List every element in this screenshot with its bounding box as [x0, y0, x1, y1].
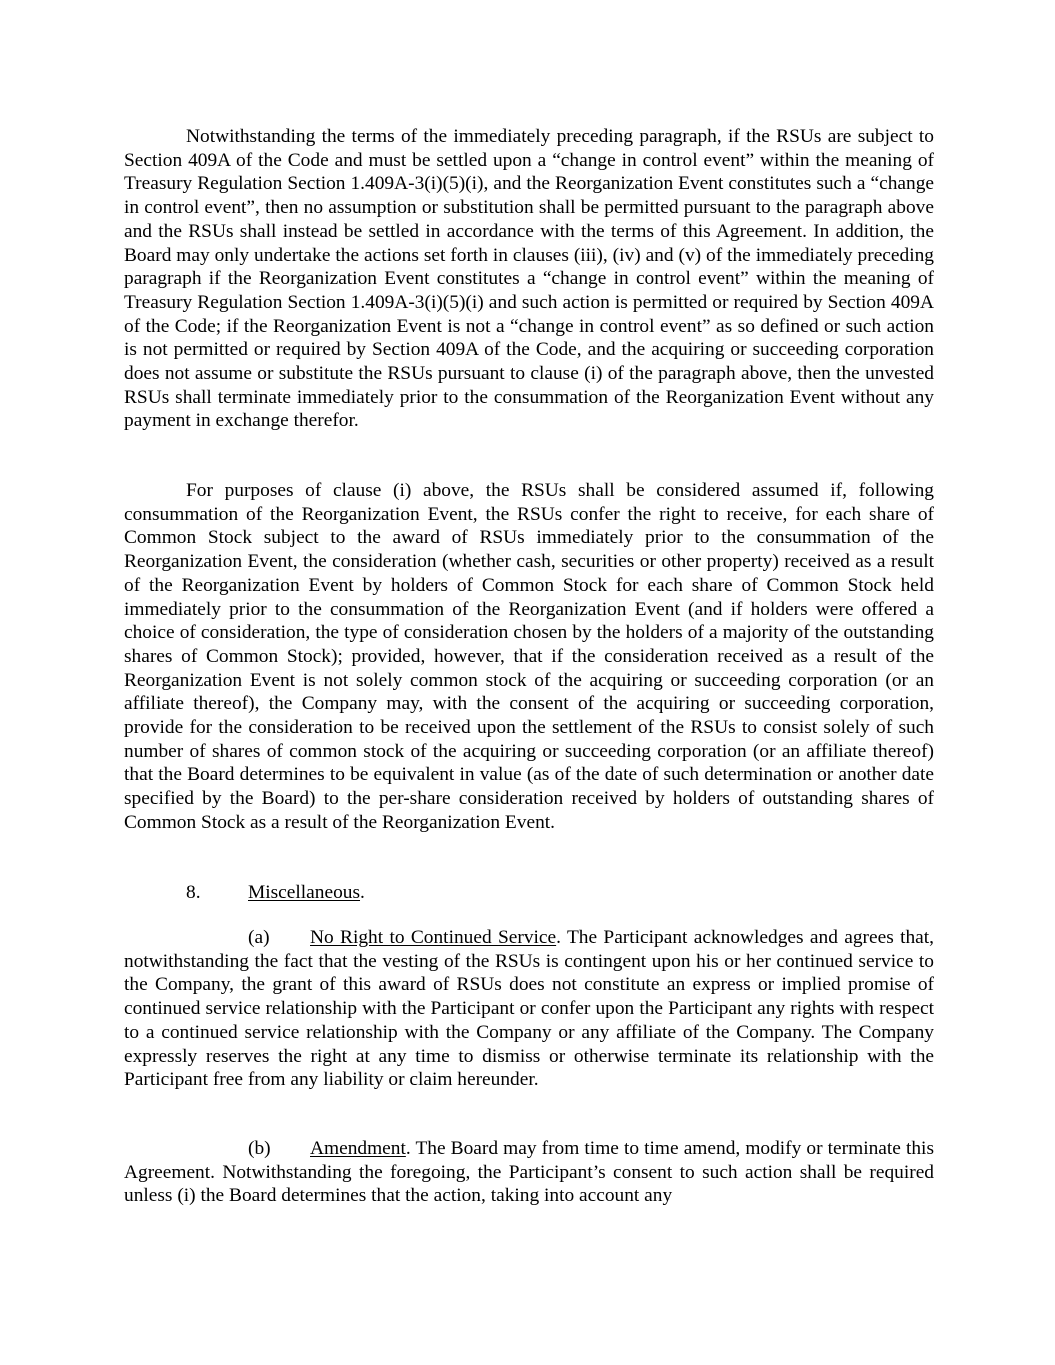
section-8-heading — [186, 881, 365, 905]
paragraph-409a-settlement — [124, 125, 934, 433]
paragraph-text: For purposes of clause (i) above, the RSUs shall be considered assumed if, following consummation of the Reorganization Event, the RSUs confer the right to receive, for each share of Common Stock subject to the award of RSUs immediately prior to the consummation of the Reorganization Event, the consideration (whether cash, securities or other property) received as a result of the Reorganization Event by holders of Common Stock for each share of Common Stock held immediately prior to the consummation of the Reorganization Event (and if holders were offered a choice of consideration, the type of consideration chosen by the holders of a majority of the outstanding shares of Common Stock); provided, however, that if the consideration received as a result of the Reorganization Event is not solely common stock of the acquiring or succeeding corporation (or an affiliate thereof), the Company may, with the consent of the acquiring or succeeding corporation, provide for the consideration to be received upon the settlement of the RSUs to consist solely of such number of shares of common stock of the acquiring or succeeding corporation (or an affiliate thereof) that the Board determines to be equivalent in value (as of the date of such determination or another date specified by the Board) to the per-share consideration received by holders of outstanding shares of Common Stock as a result of the Reorganization Event. — [124, 480, 934, 833]
clause-title: No Right to Continued Service — [310, 927, 557, 948]
paragraph-assumption-definition — [124, 479, 934, 835]
section-number: 8. — [186, 882, 201, 903]
clause-body: . The Board may from time to time amend, modify or terminate this Agreement. Notwithstanding the foregoing, the Participant’s consent to such action shall be required unless (i) the Board determines that the action, taking into account any — [124, 1138, 934, 1207]
clause-body: . The Participant acknowledges and agrees that, notwithstanding the fact that the vesting of the RSUs is contingent upon his or her continued service to the Company, the grant of this award of RSUs does not constitute an express or implied promise of continued service relationship with the Participant or confer upon the Participant any rights with respect to a continued service relationship with the Company or any affiliate of the Company. The Company expressly reserves the right at any time to dismiss or otherwise terminate its relationship with the Participant free from any liability or claim hereunder. — [124, 927, 934, 1091]
clause-b-amendment — [124, 1137, 934, 1208]
clause-a-no-right-to-continued-service — [124, 926, 934, 1092]
clause-label: (a) — [248, 927, 270, 948]
paragraph-text: Notwithstanding the terms of the immediately preceding paragraph, if the RSUs are subject to Section 409A of the Code and must be settled upon a “change in control event” within the meaning of Treasury Regulation Section 1.409A-3(i)(5)(i), and the Reorganization Event constitutes such a “change in control event”, then no assumption or substitution shall be permitted pursuant to the paragraph above and the RSUs shall instead be settled in accordance with the terms of this Agreement. In addition, the Board may only undertake the actions set forth in clauses (iii), (iv) and (v) of the immediately preceding paragraph if the Reorganization Event constitutes a “change in control event” within the meaning of Treasury Regulation Section 1.409A-3(i)(5)(i) and such action is permitted or required by Section 409A of the Code; if the Reorganization Event is not a “change in control event” as so defined or such action is not permitted or required by Section 409A of the Code, and the acquiring or succeeding corporation does not assume or substitute the RSUs pursuant to clause (i) of the paragraph above, then the unvested RSUs shall terminate immediately prior to the consummation of the Reorganization Event without any payment in exchange therefor. — [124, 126, 934, 432]
section-title: Miscellaneous — [248, 882, 361, 903]
clause-title: Amendment — [310, 1138, 406, 1159]
clause-label: (b) — [248, 1138, 271, 1159]
section-title-period: . — [360, 882, 365, 903]
